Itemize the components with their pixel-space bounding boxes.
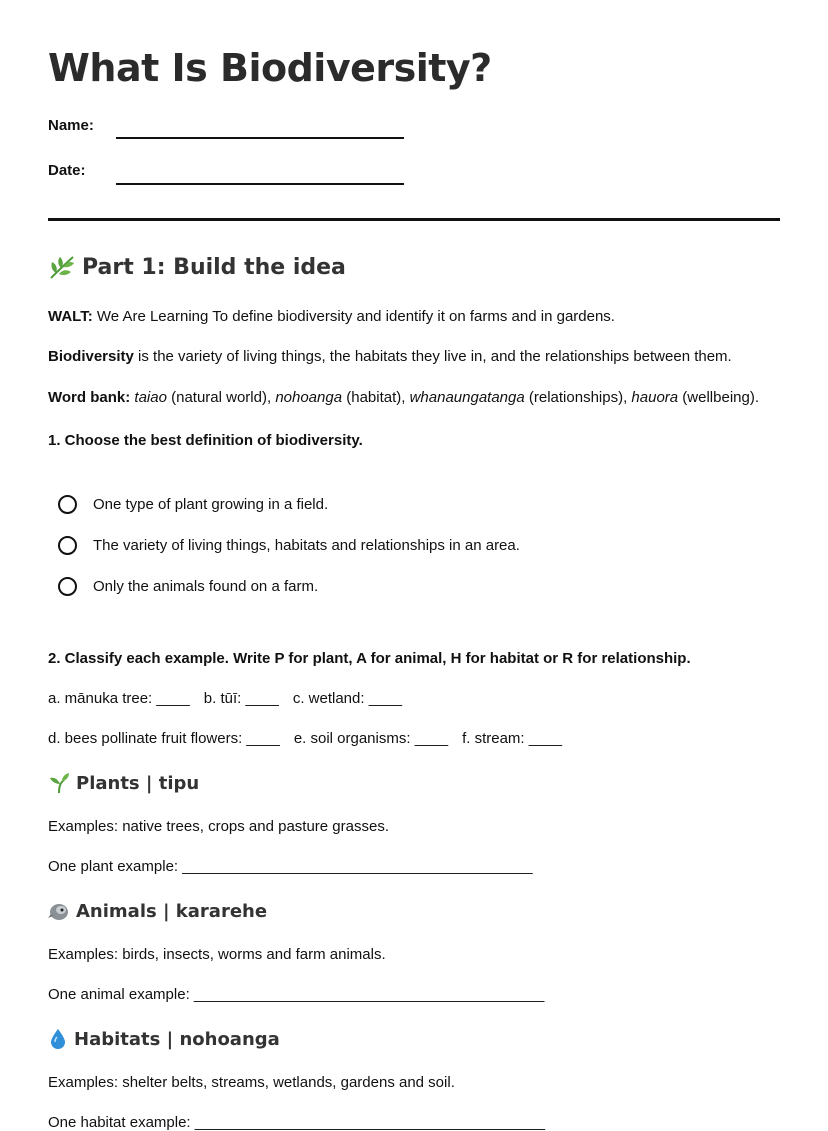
date-label: Date: — [48, 162, 86, 179]
word-bank-term: hauora — [631, 389, 679, 406]
plants-heading — [48, 772, 199, 794]
word-bank-gloss: (wellbeing). — [678, 389, 760, 406]
word-bank-term: whanaungatanga — [409, 389, 525, 406]
radio-button[interactable] — [58, 577, 77, 596]
bird-icon — [48, 900, 70, 922]
option-label: Only the animals found on a farm. — [93, 578, 319, 595]
definition-line — [48, 348, 732, 365]
classify-item[interactable]: b. tūī: ____ — [203, 690, 279, 707]
word-bank-gloss: (habitat), — [342, 389, 410, 406]
word-bank-gloss: (relationships), — [524, 389, 632, 406]
habitats-answer-prompt[interactable]: One habitat example: __________________________________________ — [48, 1114, 546, 1131]
name-label: Name: — [48, 117, 94, 134]
word-bank-line — [48, 389, 759, 406]
radio-button[interactable] — [58, 536, 77, 555]
option-label: The variety of living things, habitats and relationships in an area. — [93, 537, 520, 554]
part1-heading — [48, 254, 346, 280]
word-bank-term: nohoanga — [275, 389, 343, 406]
definition-text: is the variety of living things, the habitats they live in, and the relationships between them. — [133, 348, 732, 365]
classify-item[interactable]: d. bees pollinate fruit flowers: ____ — [48, 730, 280, 747]
seedling-icon — [48, 772, 70, 794]
walt-label: WALT: — [48, 308, 93, 325]
option-label: One type of plant growing in a field. — [93, 496, 329, 513]
name-field[interactable] — [116, 137, 404, 139]
word-bank-label: Word bank: — [48, 389, 131, 406]
word-bank-term: taiao — [134, 389, 167, 406]
animals-examples: Examples: birds, insects, worms and farm animals. — [48, 946, 386, 963]
classify-row — [48, 690, 402, 707]
page-title: What Is Biodiversity? — [48, 46, 492, 90]
walt-text: We Are Learning To define biodiversity and identify it on farms and in gardens. — [92, 308, 615, 325]
plants-examples: Examples: native trees, crops and pasture grasses. — [48, 818, 390, 835]
word-bank-gloss: (natural world), — [166, 389, 276, 406]
animals-answer-prompt[interactable]: One animal example: __________________________________________ — [48, 986, 545, 1003]
droplet-icon — [48, 1028, 68, 1050]
habitats-heading — [48, 1028, 280, 1050]
question-1-option[interactable] — [58, 495, 328, 514]
classify-item[interactable]: f. stream: ____ — [462, 730, 563, 747]
classify-item[interactable]: a. mānuka tree: ____ — [48, 690, 190, 707]
part1-heading-text: Part 1: Build the idea — [82, 254, 346, 280]
animals-heading-text: Animals | kararehe — [76, 900, 268, 922]
question-1-prompt: 1. Choose the best definition of biodiversity. — [48, 432, 363, 449]
date-field[interactable] — [116, 183, 404, 185]
walt-line — [48, 308, 615, 325]
plants-answer-prompt[interactable]: One plant example: __________________________________________ — [48, 858, 533, 875]
question-2-prompt: 2. Classify each example. Write P for plant, A for animal, H for habitat or R for relationship. — [48, 650, 691, 667]
habitats-heading-text: Habitats | nohoanga — [74, 1028, 280, 1050]
section-divider — [48, 218, 780, 221]
classify-item[interactable]: e. soil organisms: ____ — [293, 730, 449, 747]
question-1-option[interactable] — [58, 577, 318, 596]
animals-heading — [48, 900, 267, 922]
question-1-option[interactable] — [58, 536, 520, 555]
herb-icon — [48, 254, 76, 280]
classify-item[interactable]: c. wetland: ____ — [292, 690, 403, 707]
habitats-examples: Examples: shelter belts, streams, wetlands, gardens and soil. — [48, 1074, 455, 1091]
definition-term: Biodiversity — [48, 348, 134, 365]
radio-button[interactable] — [58, 495, 77, 514]
classify-row — [48, 730, 562, 747]
plants-heading-text: Plants | tipu — [76, 772, 200, 794]
